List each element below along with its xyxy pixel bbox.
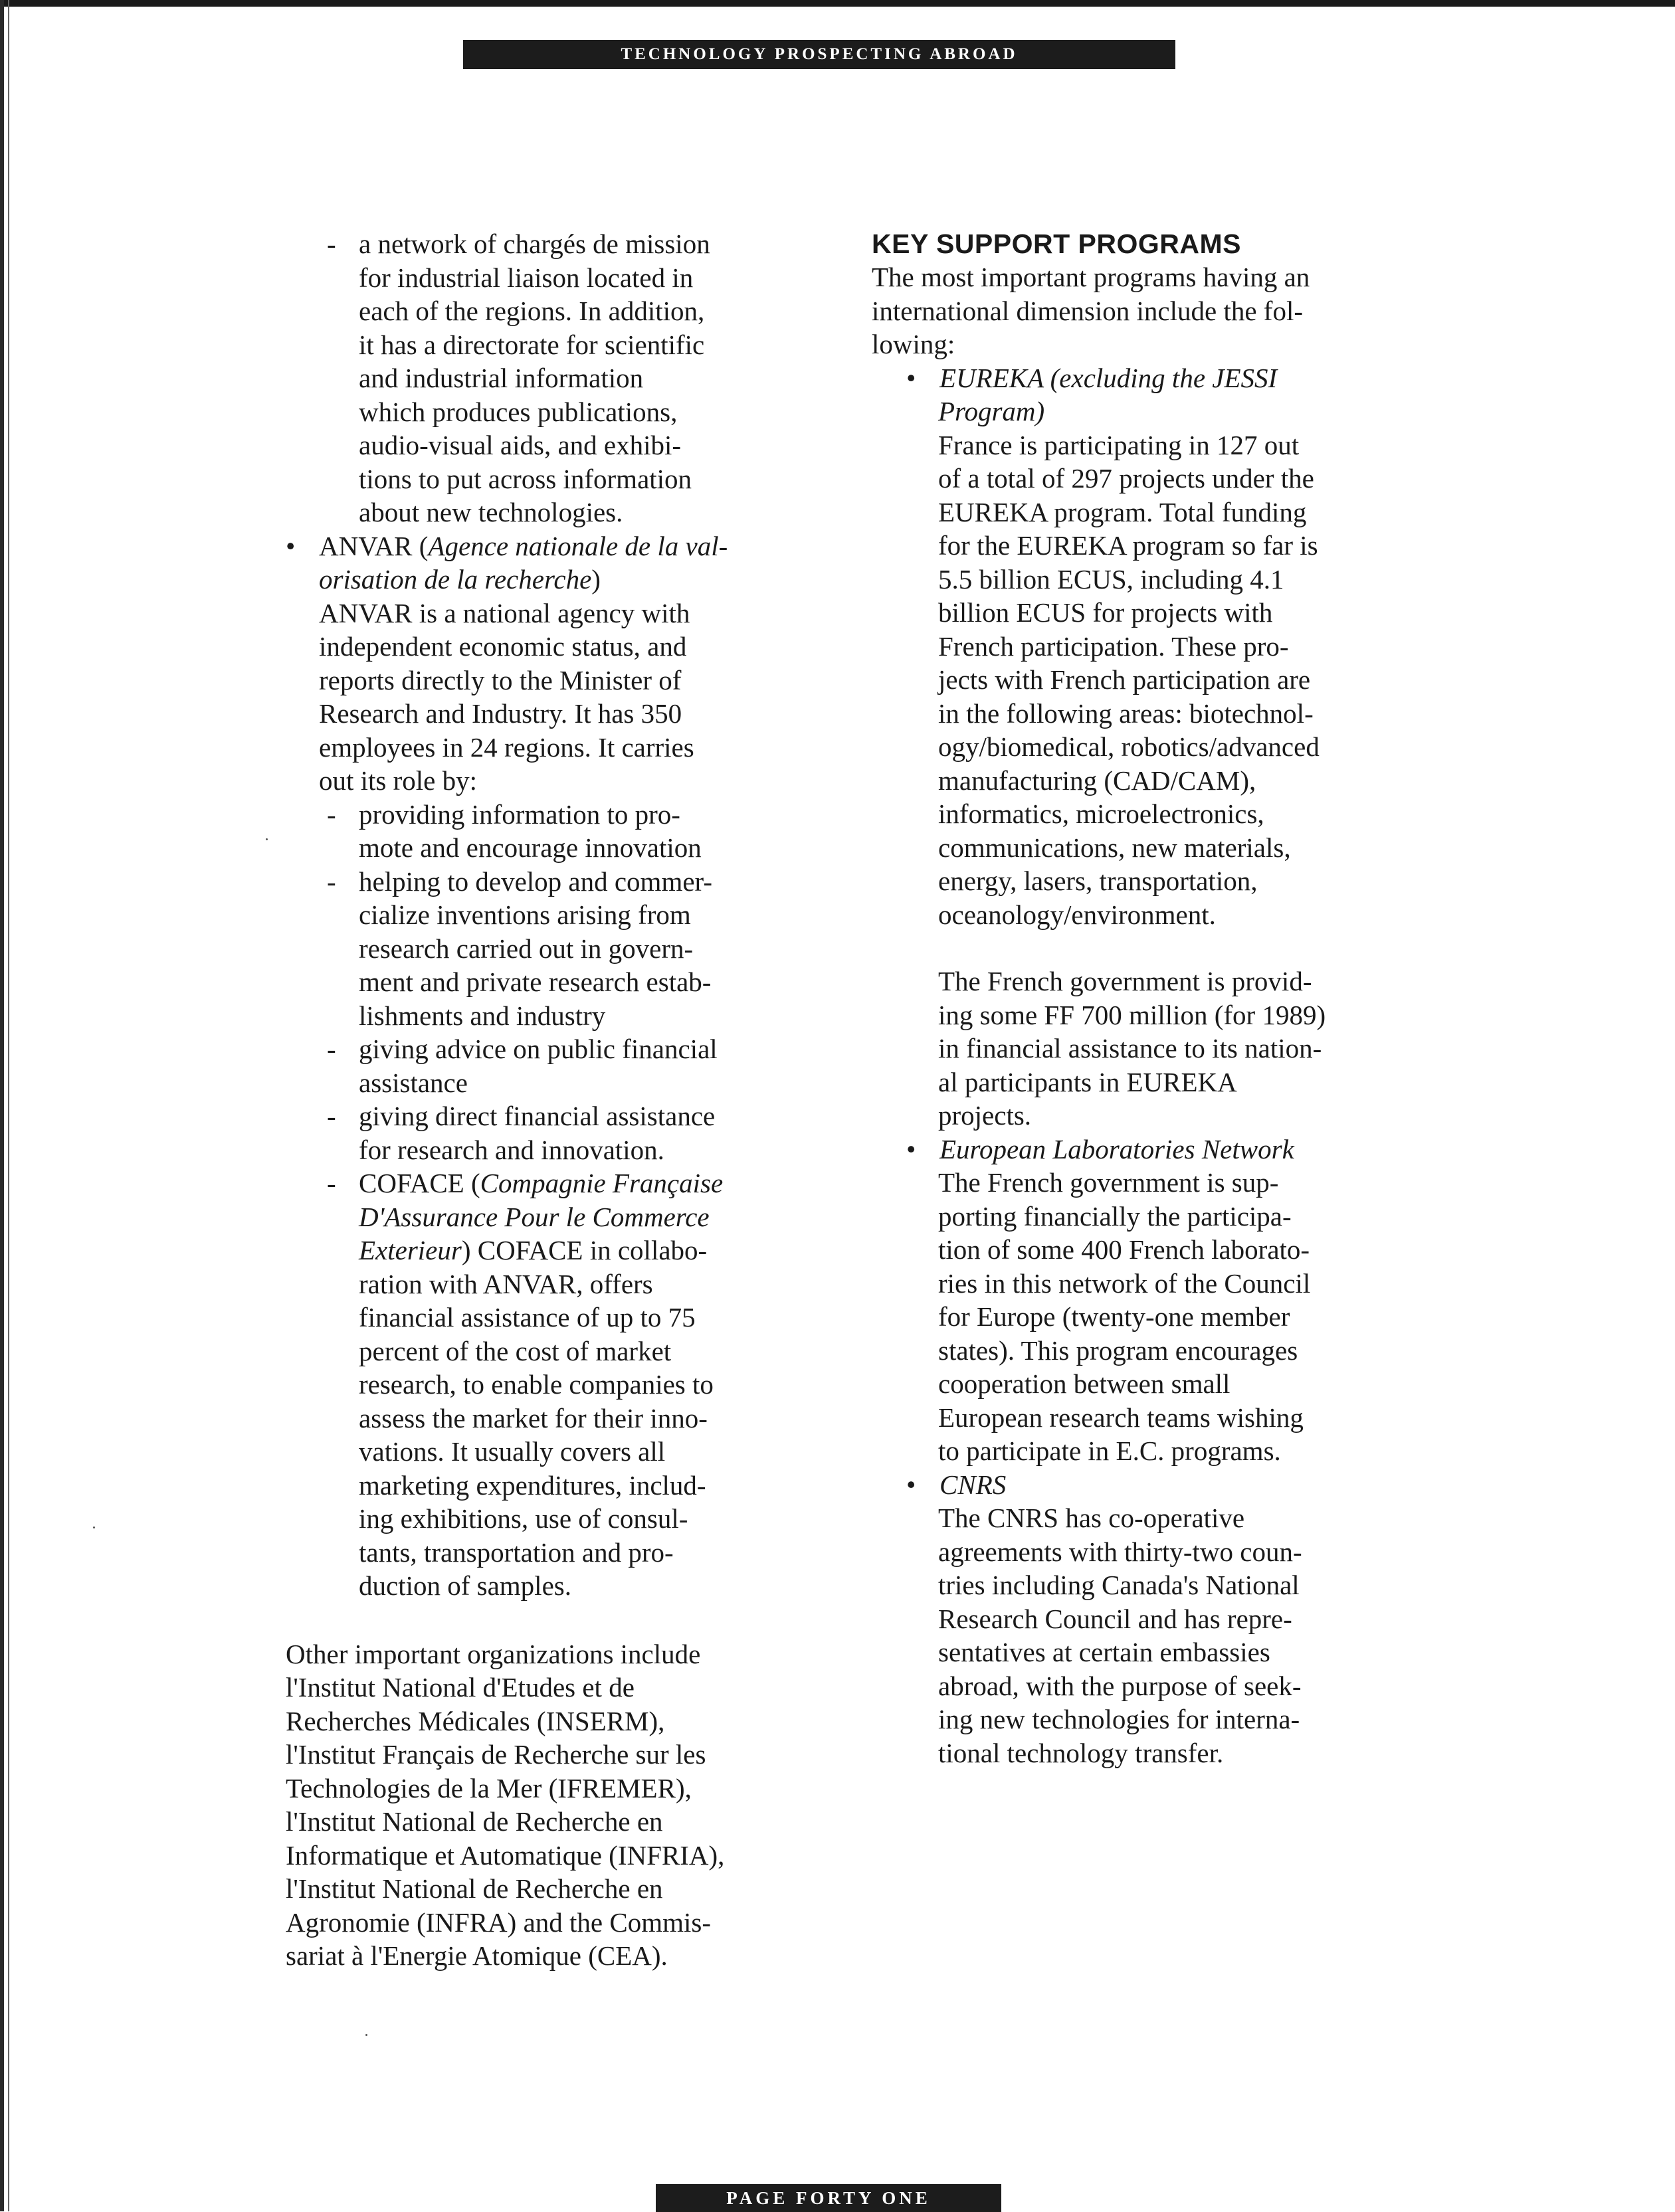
text-line: ing exhibitions, use of consul- bbox=[359, 1503, 688, 1534]
text-line: financial assistance of up to 75 bbox=[359, 1302, 696, 1333]
text-line: research carried out in govern- bbox=[359, 933, 694, 964]
text-line: lishments and industry bbox=[359, 1000, 606, 1031]
text-line: Recherches Médicales (INSERM), bbox=[286, 1705, 665, 1736]
other-organizations-paragraph bbox=[286, 1637, 791, 1973]
text-line: 5.5 billion ECUS, including 4.1 bbox=[938, 563, 1284, 595]
section-heading: KEY SUPPORT PROGRAMS bbox=[872, 229, 1241, 259]
text-line: tants, transportation and pro- bbox=[359, 1536, 674, 1568]
text-line: for Europe (twenty-one member bbox=[938, 1301, 1290, 1332]
text-line: informatics, microelectronics, bbox=[938, 798, 1264, 829]
text-line: which produces publications, bbox=[359, 396, 678, 427]
scan-speck bbox=[266, 838, 268, 840]
text-line: sariat à l'Energie Atomique (CEA). bbox=[286, 1940, 668, 1971]
text-line: European research teams wishing bbox=[938, 1402, 1304, 1433]
bullet-marker: • bbox=[286, 530, 296, 561]
text-line: The most important programs having an bbox=[872, 262, 1310, 292]
text-line: out its role by: bbox=[319, 765, 478, 796]
text-line: marketing expenditures, includ- bbox=[359, 1469, 706, 1501]
scan-speck bbox=[365, 2034, 367, 2036]
text-line: tries including Canada's National bbox=[938, 1570, 1300, 1600]
page-number-label: PAGE FORTY ONE bbox=[726, 2187, 931, 2208]
network-dash-item bbox=[286, 227, 791, 529]
text-line: ment and private research estab- bbox=[359, 967, 712, 997]
text-line: The French government is provid- bbox=[938, 966, 1312, 996]
text-line: Informatique et Automatique (INFRIA), bbox=[286, 1839, 725, 1871]
dash-marker: - bbox=[327, 1034, 336, 1064]
text-line: l'Institut National de Recherche en bbox=[286, 1873, 663, 1904]
anvar-title-italic: Agence nationale de la val- bbox=[428, 530, 728, 561]
text-line: energy, lasers, transportation, bbox=[938, 866, 1258, 896]
right-column bbox=[872, 227, 1403, 1770]
text-line: EUREKA program. Total funding bbox=[938, 496, 1307, 527]
coface-after-italic: ) COFACE in collabo- bbox=[461, 1235, 708, 1265]
text-line: porting financially the participa- bbox=[938, 1200, 1292, 1232]
text-line: states). This program encourages bbox=[938, 1335, 1298, 1366]
text-line: manufacturing (CAD/CAM), bbox=[938, 765, 1256, 796]
text-line: tions to put across information bbox=[359, 463, 692, 494]
text-line: cialize inventions arising from bbox=[359, 899, 691, 930]
running-header-title: TECHNOLOGY PROSPECTING ABROAD bbox=[621, 45, 1018, 63]
text-line: l'Institut National d'Etudes et de bbox=[286, 1672, 635, 1703]
text-line: ogy/biomedical, robotics/advanced bbox=[938, 731, 1320, 762]
text-line: l'Institut Français de Recherche sur les bbox=[286, 1739, 706, 1770]
text-line: agreements with thirty-two coun- bbox=[938, 1536, 1302, 1567]
dash-marker: - bbox=[327, 866, 336, 897]
text-line: and industrial information bbox=[359, 363, 644, 393]
text-line: ries in this network of the Council bbox=[938, 1267, 1311, 1299]
anvar-title-suffix: ) bbox=[591, 564, 601, 595]
text-line: Research Council and has repre- bbox=[938, 1603, 1292, 1634]
text-line: international dimension include the fol- bbox=[872, 295, 1303, 326]
text-line: al participants in EUREKA bbox=[938, 1066, 1237, 1097]
text-line: cooperation between small bbox=[938, 1368, 1231, 1399]
text-line: France is participating in 127 out bbox=[938, 429, 1300, 460]
intro-paragraph bbox=[872, 260, 1403, 361]
eureka-title: Program) bbox=[938, 396, 1045, 426]
text-line: independent economic status, and bbox=[319, 631, 687, 662]
text-line: French participation. These pro- bbox=[938, 630, 1289, 662]
text-line: lowing: bbox=[872, 329, 955, 359]
dash-marker: - bbox=[327, 1168, 336, 1198]
text-line: ing new technologies for interna- bbox=[938, 1704, 1300, 1734]
dash-marker: - bbox=[327, 229, 336, 259]
text-line: providing information to pro- bbox=[359, 798, 680, 830]
text-line: each of the regions. In addition, bbox=[359, 296, 705, 326]
text-line: Other important organizations include bbox=[286, 1638, 701, 1669]
text-line: ration with ANVAR, offers bbox=[359, 1268, 653, 1299]
scan-speck bbox=[93, 1526, 95, 1528]
anvar-title-italic: orisation de la recherche bbox=[319, 564, 592, 595]
text-line: giving direct financial assistance bbox=[359, 1101, 716, 1131]
coface-italic: D'Assurance Pour le Commerce bbox=[359, 1201, 710, 1232]
text-line: Agronomie (INFRA) and the Commis- bbox=[286, 1906, 711, 1938]
dash-marker: - bbox=[327, 1101, 336, 1131]
text-line: abroad, with the purpose of seek- bbox=[938, 1670, 1302, 1701]
coface-italic: Compagnie Française bbox=[480, 1168, 724, 1198]
text-line: research, to enable companies to bbox=[359, 1369, 714, 1400]
cnrs-title: CNRS bbox=[939, 1469, 1007, 1500]
text-line: The CNRS has co-operative bbox=[938, 1503, 1245, 1533]
text-line: mote and encourage innovation bbox=[359, 832, 702, 863]
text-line: vations. It usually covers all bbox=[359, 1436, 666, 1467]
text-line: tion of some 400 French laborato- bbox=[938, 1234, 1310, 1265]
coface-prefix: COFACE ( bbox=[359, 1168, 480, 1198]
coface-italic: Exterieur bbox=[359, 1235, 462, 1265]
cnrs-bullet-item bbox=[872, 1468, 1403, 1770]
bullet-marker: • bbox=[906, 1133, 916, 1164]
text-line: giving advice on public financial bbox=[359, 1034, 718, 1064]
text-line: in financial assistance to its nation- bbox=[938, 1033, 1322, 1063]
eln-title: European Laboratories Network bbox=[939, 1133, 1294, 1164]
text-line: employees in 24 regions. It carries bbox=[319, 731, 694, 763]
text-line: reports directly to the Minister of bbox=[319, 664, 682, 695]
anvar-title-prefix: ANVAR ( bbox=[319, 530, 429, 561]
text-line: for research and innovation. bbox=[359, 1134, 664, 1165]
anvar-bullet-item bbox=[286, 529, 791, 1603]
text-line: for the EUREKA program so far is bbox=[938, 530, 1318, 561]
bullet-marker: • bbox=[906, 362, 916, 393]
dash-marker: - bbox=[327, 798, 336, 830]
text-line: Research and Industry. It has 350 bbox=[319, 698, 682, 729]
eureka-bullet-item bbox=[872, 361, 1403, 1133]
top-rule bbox=[0, 0, 1675, 7]
text-line: billion ECUS for projects with bbox=[938, 597, 1273, 628]
text-line: duction of samples. bbox=[359, 1570, 571, 1601]
text-line: The French government is sup- bbox=[938, 1167, 1279, 1198]
text-line: projects. bbox=[938, 1100, 1032, 1131]
page-number-footer bbox=[656, 2184, 1001, 2212]
left-margin-rule-thin bbox=[8, 0, 9, 2211]
text-line: of a total of 297 projects under the bbox=[938, 463, 1314, 494]
text-line: ANVAR is a national agency with bbox=[319, 597, 690, 628]
left-column bbox=[286, 227, 791, 1973]
text-line: sentatives at certain embassies bbox=[938, 1637, 1270, 1667]
text-line: in the following areas: biotechnol- bbox=[938, 697, 1314, 729]
eureka-title: EUREKA (excluding the JESSI bbox=[939, 362, 1278, 393]
text-line: tional technology transfer. bbox=[938, 1737, 1224, 1768]
text-line: l'Institut National de Recherche en bbox=[286, 1806, 663, 1837]
text-line: Technologies de la Mer (IFREMER), bbox=[286, 1772, 692, 1803]
text-line: percent of the cost of market bbox=[359, 1335, 672, 1366]
text-line: for industrial liaison located in bbox=[359, 262, 694, 293]
running-header bbox=[463, 40, 1175, 69]
eln-bullet-item bbox=[872, 1133, 1403, 1468]
text-line: audio-visual aids, and exhibi- bbox=[359, 430, 682, 460]
text-line: to participate in E.C. programs. bbox=[938, 1435, 1281, 1466]
text-line: oceanology/environment. bbox=[938, 899, 1216, 930]
text-line: jects with French participation are bbox=[938, 664, 1311, 695]
text-line: ing some FF 700 million (for 1989) bbox=[938, 999, 1326, 1030]
left-margin-rule bbox=[0, 0, 4, 2211]
text-line: helping to develop and commer- bbox=[359, 866, 713, 897]
bullet-marker: • bbox=[906, 1469, 916, 1500]
text-line: communications, new materials, bbox=[938, 832, 1291, 863]
text-line: about new technologies. bbox=[359, 497, 623, 527]
text-line: it has a directorate for scientific bbox=[359, 329, 705, 360]
text-line: a network of chargés de mission bbox=[359, 229, 710, 259]
text-line: assistance bbox=[359, 1067, 468, 1098]
text-line: assess the market for their inno- bbox=[359, 1402, 708, 1433]
